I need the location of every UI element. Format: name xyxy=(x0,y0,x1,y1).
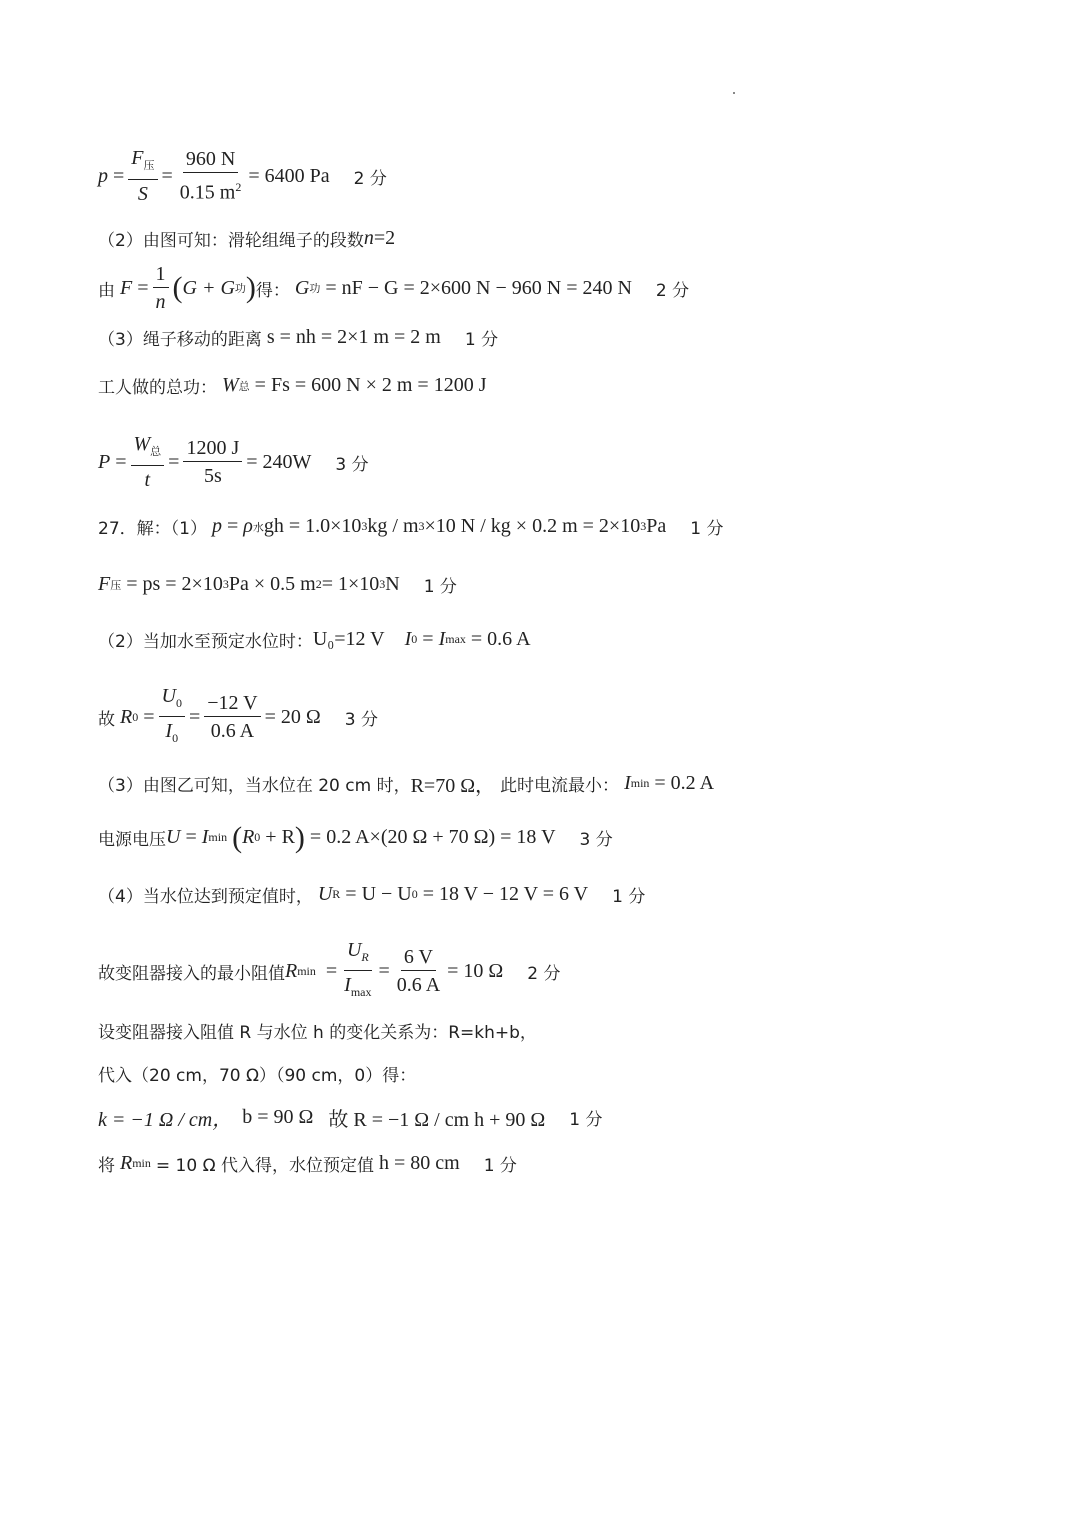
preset-height-line: 将 R min = 10 Ω 代入得，水位预定值 h = 80 cm 1 分 xyxy=(98,1152,517,1176)
score: 1 分 xyxy=(569,1110,603,1130)
fraction: $\frac{W_总}{t}$ xyxy=(131,432,165,492)
supply-voltage-line: 电源电压 U = I min ( R 0 + R ) = 0.2 A×(20 Ω + 70 Ω) = 18 V 3 分 xyxy=(98,820,613,854)
score: 1 分 xyxy=(423,577,457,597)
score: 1 分 xyxy=(464,330,499,350)
score: 1 分 xyxy=(612,887,646,907)
power-equation: P = $\frac{W_总}{t}$ = $\frac{1200 J}{5s}$ = 240W 3 分 xyxy=(98,433,369,491)
ur-voltage-line: （4）当水位达到预定值时， U R = U − U 0 = 18 V − 12 V = 6 V 1 分 xyxy=(98,883,646,907)
pressure-force-line: F 压 = ps = 2×10 3 Pa × 0.5 m 2 = 1×10 3 N 1 分 xyxy=(98,573,457,597)
preset-level-line: （2）当加水至预定水位时： U₀=12 V I 0 = I max = 0.6 A xyxy=(98,628,531,652)
water-pressure-line: 27．解：（1） p = ρ 水 gh = 1.0×10 3 kg / m 3 ×10 N / kg × 0.2 m = 2×10 3 Pa 1 分 xyxy=(98,515,724,539)
fraction: $\frac{6 V}{0.6 A}$ xyxy=(396,946,441,996)
fraction: $\frac{F_压}{S}$ xyxy=(128,146,157,206)
fraction: $\frac{1200 J}{5s}$ xyxy=(183,436,242,488)
score: 1 分 xyxy=(483,1156,517,1176)
fraction: $\frac{960 N}{0.15 m^2}$ xyxy=(179,148,242,204)
score: 1 分 xyxy=(690,519,724,539)
pulley-weight-equation: 由 F = $\frac{1}{n}$ ( G + G 功 ) 得： G 功 = nF − G = 2×600 N − 960 N = 240 N 2 分 xyxy=(98,263,690,313)
score: 3 分 xyxy=(344,709,378,730)
substitution-line: 代入（20 cm，70 Ω）（90 cm，0）得： xyxy=(98,1066,417,1086)
pressure-equation: p = $\frac{F_压}{S}$ = $\frac{960 N}{0.15 m^2}$ = 6400 Pa 2 分 xyxy=(98,147,387,205)
score: 3 分 xyxy=(335,454,369,475)
score: 2 分 xyxy=(527,963,561,984)
score: 3 分 xyxy=(579,830,613,850)
rmin-equation: 故变阻器接入的最小阻值 R min = $\frac{U_R}{I_{max}}$ = $\frac{6 V}{0.6 A}$ = 10 Ω 2 分 xyxy=(98,938,561,1004)
r0-equation: 故 R 0 = $\frac{U_0}{I_0}$ = $\frac{-12 V}{0.6 A}$ = 20 Ω 3 分 xyxy=(98,684,378,750)
fraction: $\frac{-12 V}{0.6 A}$ xyxy=(204,691,260,743)
fraction: $\frac{U_0}{I_0}$ xyxy=(159,684,185,750)
relation-line: 设变阻器接入阻值 R 与水位 h 的变化关系为：R=kh+b， xyxy=(98,1023,537,1043)
scan-dot xyxy=(733,92,735,94)
rope-distance-line: （3）绳子移动的距离 s = nh = 2×1 m = 2 m 1 分 xyxy=(98,326,499,350)
score: 2 分 xyxy=(353,168,387,189)
rope-segments-line: （2）由图可知：滑轮组绳子的段数 n =2 xyxy=(98,227,396,251)
total-work-line: 工人做的总功： W 总 = Fs = 600 N × 2 m = 1200 J xyxy=(98,374,487,398)
score: 2 分 xyxy=(655,280,690,301)
min-current-line: （3）由图乙可知，当水位在 20 cm 时， R=70 Ω， 此时电流最小： I min = 0.2 A xyxy=(98,772,715,797)
fraction: $\frac{1}{n}$ xyxy=(153,262,169,314)
coefficients-line: k = −1 Ω / cm， b = 90 Ω 故 R = −1 Ω / cm h + 90 Ω 1 分 xyxy=(98,1106,603,1131)
fraction: $\frac{U_R}{I_{max}}$ xyxy=(344,939,372,999)
